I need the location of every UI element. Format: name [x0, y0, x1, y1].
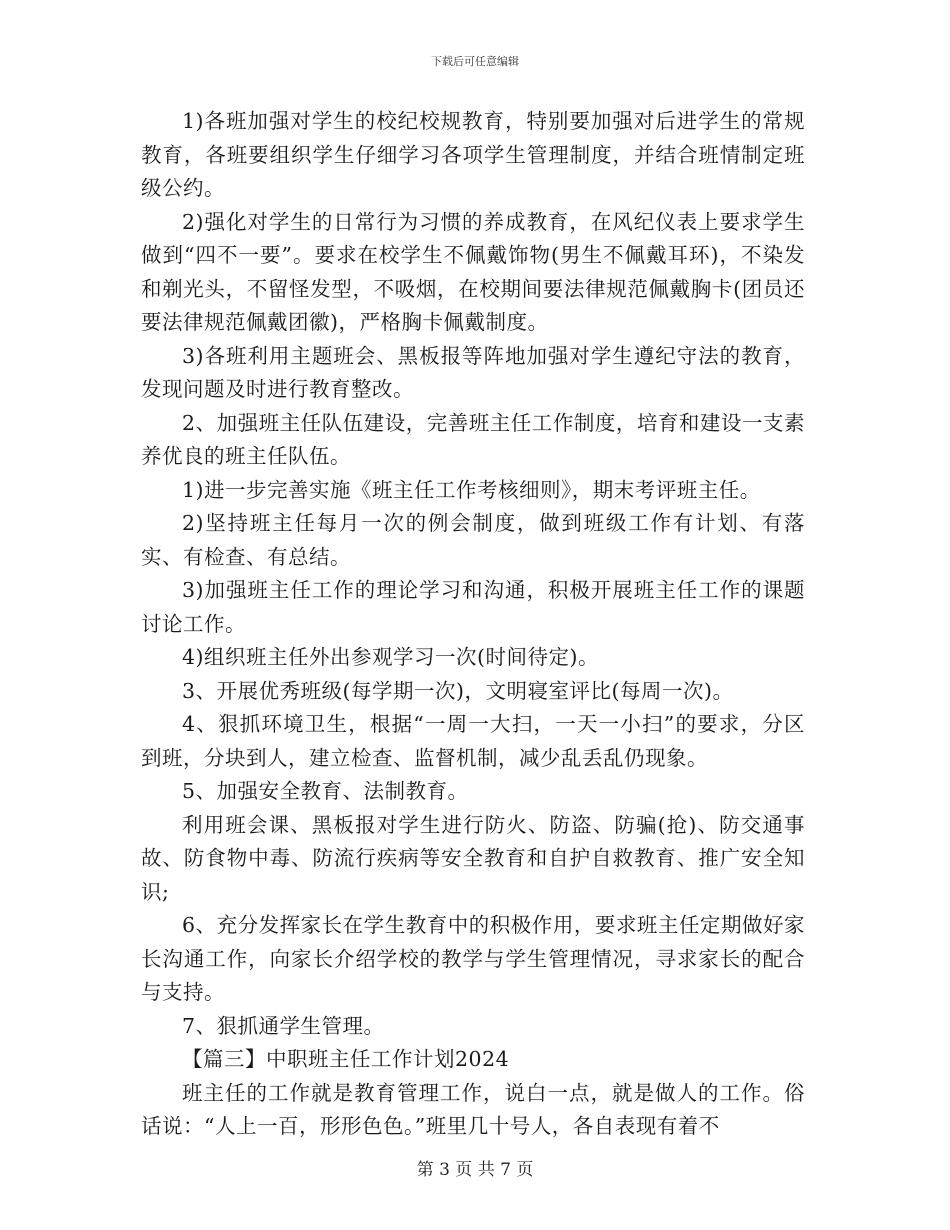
section-heading: 【篇三】中职班主任工作计划2024 — [182, 1047, 510, 1071]
paragraph: 2)坚持班主任每月一次的例会制度，做到班级工作有计划、有落实、有检查、有总结。 — [141, 511, 805, 569]
paragraph: 4、狠抓环境卫生，根据“一周一大扫，一天一小扫”的要求，分区到班，分块到人，建立检查、监督机制，减少乱丢乱仍现象。 — [141, 712, 805, 770]
document-body — [141, 105, 805, 1144]
paragraph: 利用班会课、黑板报对学生进行防火、防盗、防骗(抢)、防交通事故、防食物中毒、防流行疾病等安全教育和自护自救教育、推广安全知识; — [141, 812, 805, 904]
paragraph: 2、加强班主任队伍建设，完善班主任工作制度，培育和建设一支素养优良的班主任队伍。 — [141, 410, 805, 468]
paragraph: 班主任的工作就是教育管理工作，说白一点，就是做人的工作。俗话说：“人上一百，形形色色。”班里几十号人，各自表现有着不 — [141, 1080, 805, 1138]
paragraph: 6、充分发挥家长在学生教育中的积极作用，要求班主任定期做好家长沟通工作，向家长介绍学校的教学与学生管理情况，寻求家长的配合与支持。 — [141, 913, 805, 1004]
paragraph: 1)各班加强对学生的校纪校规教育，特别要加强对后进学生的常规教育，各班要组织学生仔细学习各项学生管理制度，并结合班情制定班级公约。 — [141, 109, 805, 200]
paragraph: 1)进一步完善实施《班主任工作考核细则》，期末考评班主任。 — [182, 477, 761, 502]
paragraph: 3、开展优秀班级(每学期一次)，文明寝室评比(每周一次)。 — [182, 678, 734, 703]
paragraph: 3)各班利用主题班会、黑板报等阵地加强对学生遵纪守法的教育，发现问题及时进行教育整改。 — [141, 343, 805, 401]
paragraph: 7、狠抓通学生管理。 — [182, 1013, 385, 1038]
paragraph: 3)加强班主任工作的理论学习和沟通，积极开展班主任工作的课题讨论工作。 — [141, 578, 805, 636]
page-header-note: 下载后可任意编辑 — [431, 55, 519, 68]
paragraph: 2)强化对学生的日常行为习惯的养成教育，在风纪仪表上要求学生做到“四不一要”。要求在校学生不佩戴饰物(男生不佩戴耳环)，不染发和剃光头，不留怪发型，不吸烟，在校期间要法律规范佩戴胸卡(团员还要法律规范佩戴团徽)，严格胸卡佩戴制度。 — [141, 209, 805, 334]
paragraph: 4)组织班主任外出参观学习一次(时间待定)。 — [182, 645, 600, 669]
paragraph: 5、加强安全教育、法制教育。 — [182, 779, 469, 803]
page-number-footer: 第 3 页 共 7 页 — [416, 1160, 534, 1180]
